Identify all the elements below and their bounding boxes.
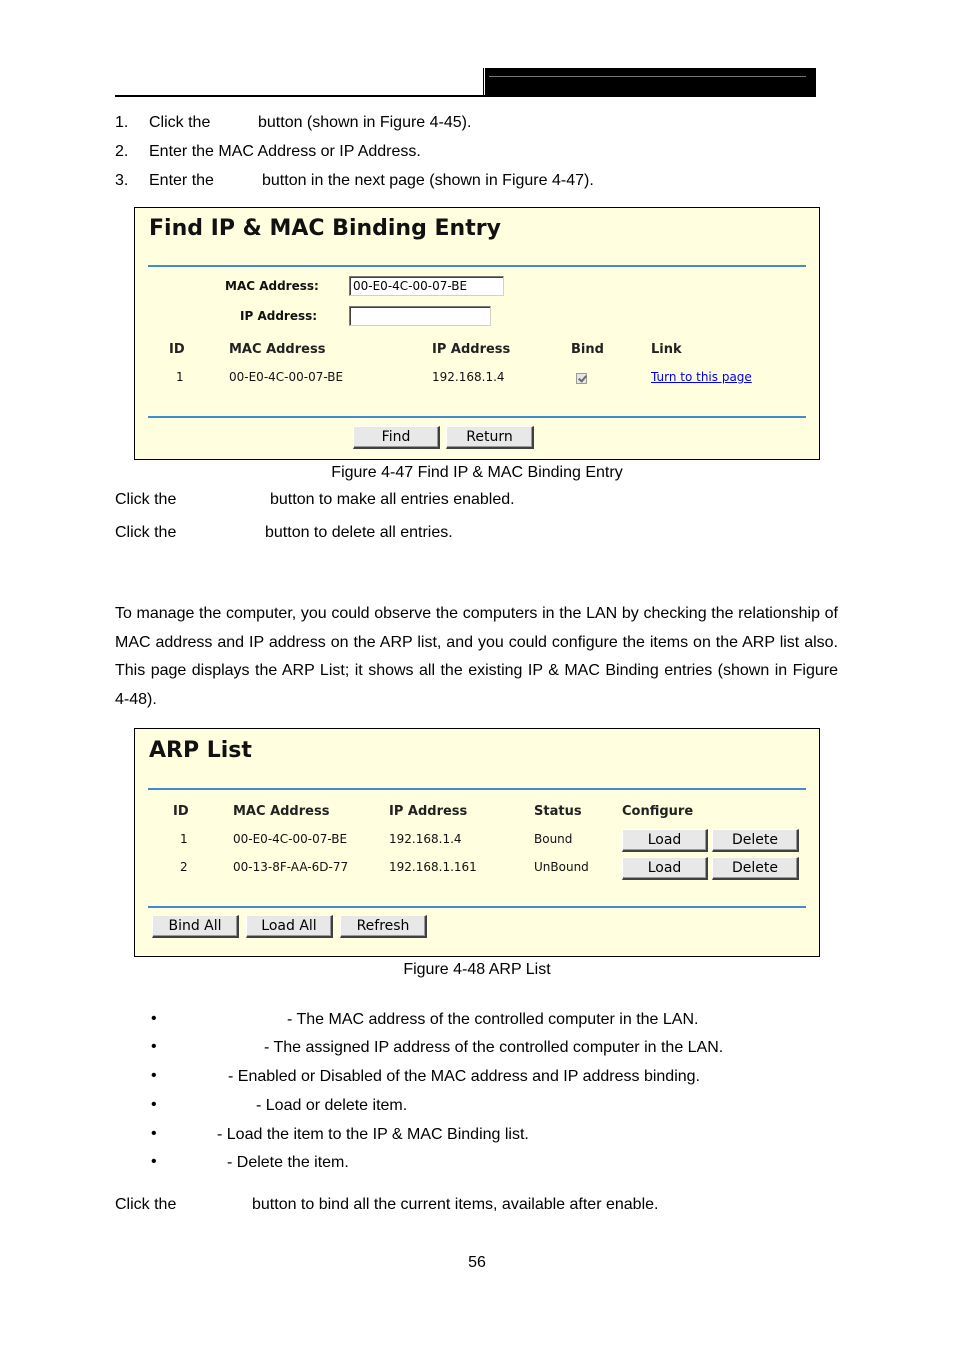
find-panel-top-rule xyxy=(148,265,806,267)
find-panel-bottom-rule xyxy=(148,416,806,418)
load-button[interactable]: Load xyxy=(622,857,708,880)
step-1-number: 1. xyxy=(115,114,129,131)
bind-checkbox[interactable] xyxy=(576,373,587,384)
final-line-start: Click the xyxy=(115,1196,177,1213)
click-line-2-start: Click the xyxy=(115,524,177,541)
arp-row-mac: 00-13-8F-AA-6D-77 xyxy=(233,860,349,874)
arp-row-status: UnBound xyxy=(534,860,589,874)
arp-intro-paragraph: To manage the computer, you could observe the computers in the LAN by checking the relationship of MAC address and IP address on the ARP list, and you could configure the items on the ARP list also. This page displays the ARP List; it shows all the existing IP & MAC Binding entries (shown in Figure 4-48). xyxy=(115,605,838,709)
step-3-text-start: Enter the xyxy=(149,172,214,189)
mac-address-input[interactable]: 00-E0-4C-00-07-BE xyxy=(349,276,504,296)
arp-row-id: 2 xyxy=(180,860,188,874)
arp-row-ip: 192.168.1.161 xyxy=(389,860,477,874)
bullet-dot: • xyxy=(151,1125,157,1142)
arp-panel-title: ARP List xyxy=(149,738,252,763)
arp-row-mac: 00-E0-4C-00-07-BE xyxy=(233,832,348,846)
arp-col-header-ip: IP Address xyxy=(389,804,468,819)
load-all-button[interactable]: Load All xyxy=(246,915,333,938)
arp-col-header-status: Status xyxy=(534,804,582,819)
figure-47-caption: Figure 4-47 Find IP & MAC Binding Entry xyxy=(331,464,623,481)
row-mac: 00-E0-4C-00-07-BE xyxy=(229,370,344,384)
arp-row-status: Bound xyxy=(534,832,573,846)
row-ip: 192.168.1.4 xyxy=(432,370,505,384)
arp-col-header-id: ID xyxy=(173,804,189,819)
bullet-dot: • xyxy=(151,1153,157,1170)
bullet-dot: • xyxy=(151,1038,157,1055)
click-line-1-end: button to make all entries enabled. xyxy=(270,491,515,508)
bullet-status-text: - Enabled or Disabled of the MAC address and IP address binding. xyxy=(228,1068,700,1085)
bullet-dot: • xyxy=(151,1096,157,1113)
bullet-delete-text: - Delete the item. xyxy=(227,1154,349,1171)
arp-col-header-mac: MAC Address xyxy=(233,804,330,819)
click-line-1-start: Click the xyxy=(115,491,177,508)
bullet-load-text: - Load the item to the IP & MAC Binding list. xyxy=(217,1126,529,1143)
arp-row-ip: 192.168.1.4 xyxy=(389,832,462,846)
col-header-id: ID xyxy=(169,342,185,357)
ip-address-input[interactable] xyxy=(349,306,491,326)
bullet-dot: • xyxy=(151,1067,157,1084)
step-3-text-end: button in the next page (shown in Figure 4-47). xyxy=(262,172,594,189)
figure-48-caption: Figure 4-48 ARP List xyxy=(403,961,551,978)
step-1-text-end: button (shown in Figure 4-45). xyxy=(258,114,472,131)
step-1-text-start: Click the xyxy=(149,114,211,131)
row-id: 1 xyxy=(176,370,184,384)
bullet-ip-text: - The assigned IP address of the controlled computer in the LAN. xyxy=(264,1039,724,1056)
step-2-number: 2. xyxy=(115,143,129,160)
bullet-mac-text: - The MAC address of the controlled computer in the LAN. xyxy=(287,1011,699,1028)
header-divider xyxy=(483,68,484,97)
bullet-configure-text: - Load or delete item. xyxy=(256,1097,408,1114)
col-header-bind: Bind xyxy=(571,342,604,357)
step-2-text: Enter the MAC Address or IP Address. xyxy=(149,143,421,160)
header-bar xyxy=(485,68,816,97)
mac-address-label: MAC Address: xyxy=(225,279,319,293)
step-3-number: 3. xyxy=(115,172,129,189)
load-button[interactable]: Load xyxy=(622,829,708,852)
page-number: 56 xyxy=(468,1254,486,1271)
find-binding-panel xyxy=(134,207,820,460)
arp-list-panel xyxy=(134,728,820,957)
arp-row-id: 1 xyxy=(180,832,188,846)
delete-button[interactable]: Delete xyxy=(712,857,799,880)
arp-panel-bottom-rule xyxy=(148,906,806,908)
bullet-dot: • xyxy=(151,1010,157,1027)
bind-all-button[interactable]: Bind All xyxy=(152,915,239,938)
col-header-ip: IP Address xyxy=(432,342,511,357)
find-panel-title: Find IP & MAC Binding Entry xyxy=(149,216,501,241)
turn-to-page-link[interactable]: Turn to this page xyxy=(651,370,752,384)
arp-panel-top-rule xyxy=(148,788,806,790)
click-line-2-end: button to delete all entries. xyxy=(265,524,453,541)
col-header-mac: MAC Address xyxy=(229,342,326,357)
refresh-button[interactable]: Refresh xyxy=(340,915,427,938)
return-button[interactable]: Return xyxy=(446,426,534,449)
final-line-end: button to bind all the current items, available after enable. xyxy=(252,1196,659,1213)
find-button[interactable]: Find xyxy=(353,426,440,449)
ip-address-label: IP Address: xyxy=(240,309,318,323)
col-header-link: Link xyxy=(651,342,682,357)
delete-button[interactable]: Delete xyxy=(712,829,799,852)
arp-col-header-configure: Configure xyxy=(622,804,694,819)
